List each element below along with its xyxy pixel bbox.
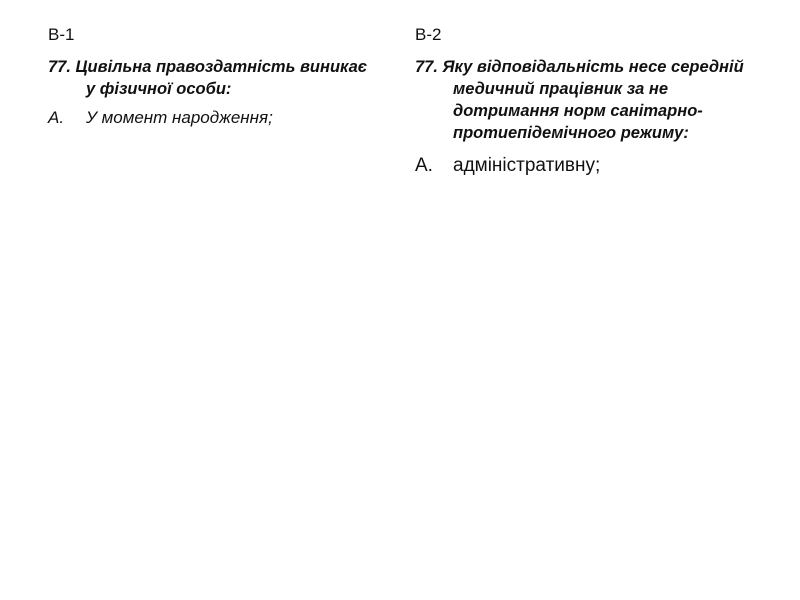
answer-option <box>48 106 378 130</box>
answer-text: У момент народження; <box>86 108 273 127</box>
question-text: 77. Цивільна правоздатність виникає у фізичної особи: <box>48 58 368 98</box>
variant-label: В-1 <box>48 25 75 44</box>
question-text: 77. Яку відповідальність несе середній медичний працівник за не дотримання норм санітарно-протиепідемічного режиму: <box>415 58 744 142</box>
answer-letter: А. <box>48 108 65 127</box>
answer-text: адміністративну; <box>453 155 601 176</box>
variant-2-column <box>415 22 775 180</box>
answer-letter: А. <box>415 155 433 176</box>
variant-1-column <box>48 22 378 130</box>
answer-option <box>415 152 775 180</box>
variant-label: В-2 <box>415 25 442 44</box>
